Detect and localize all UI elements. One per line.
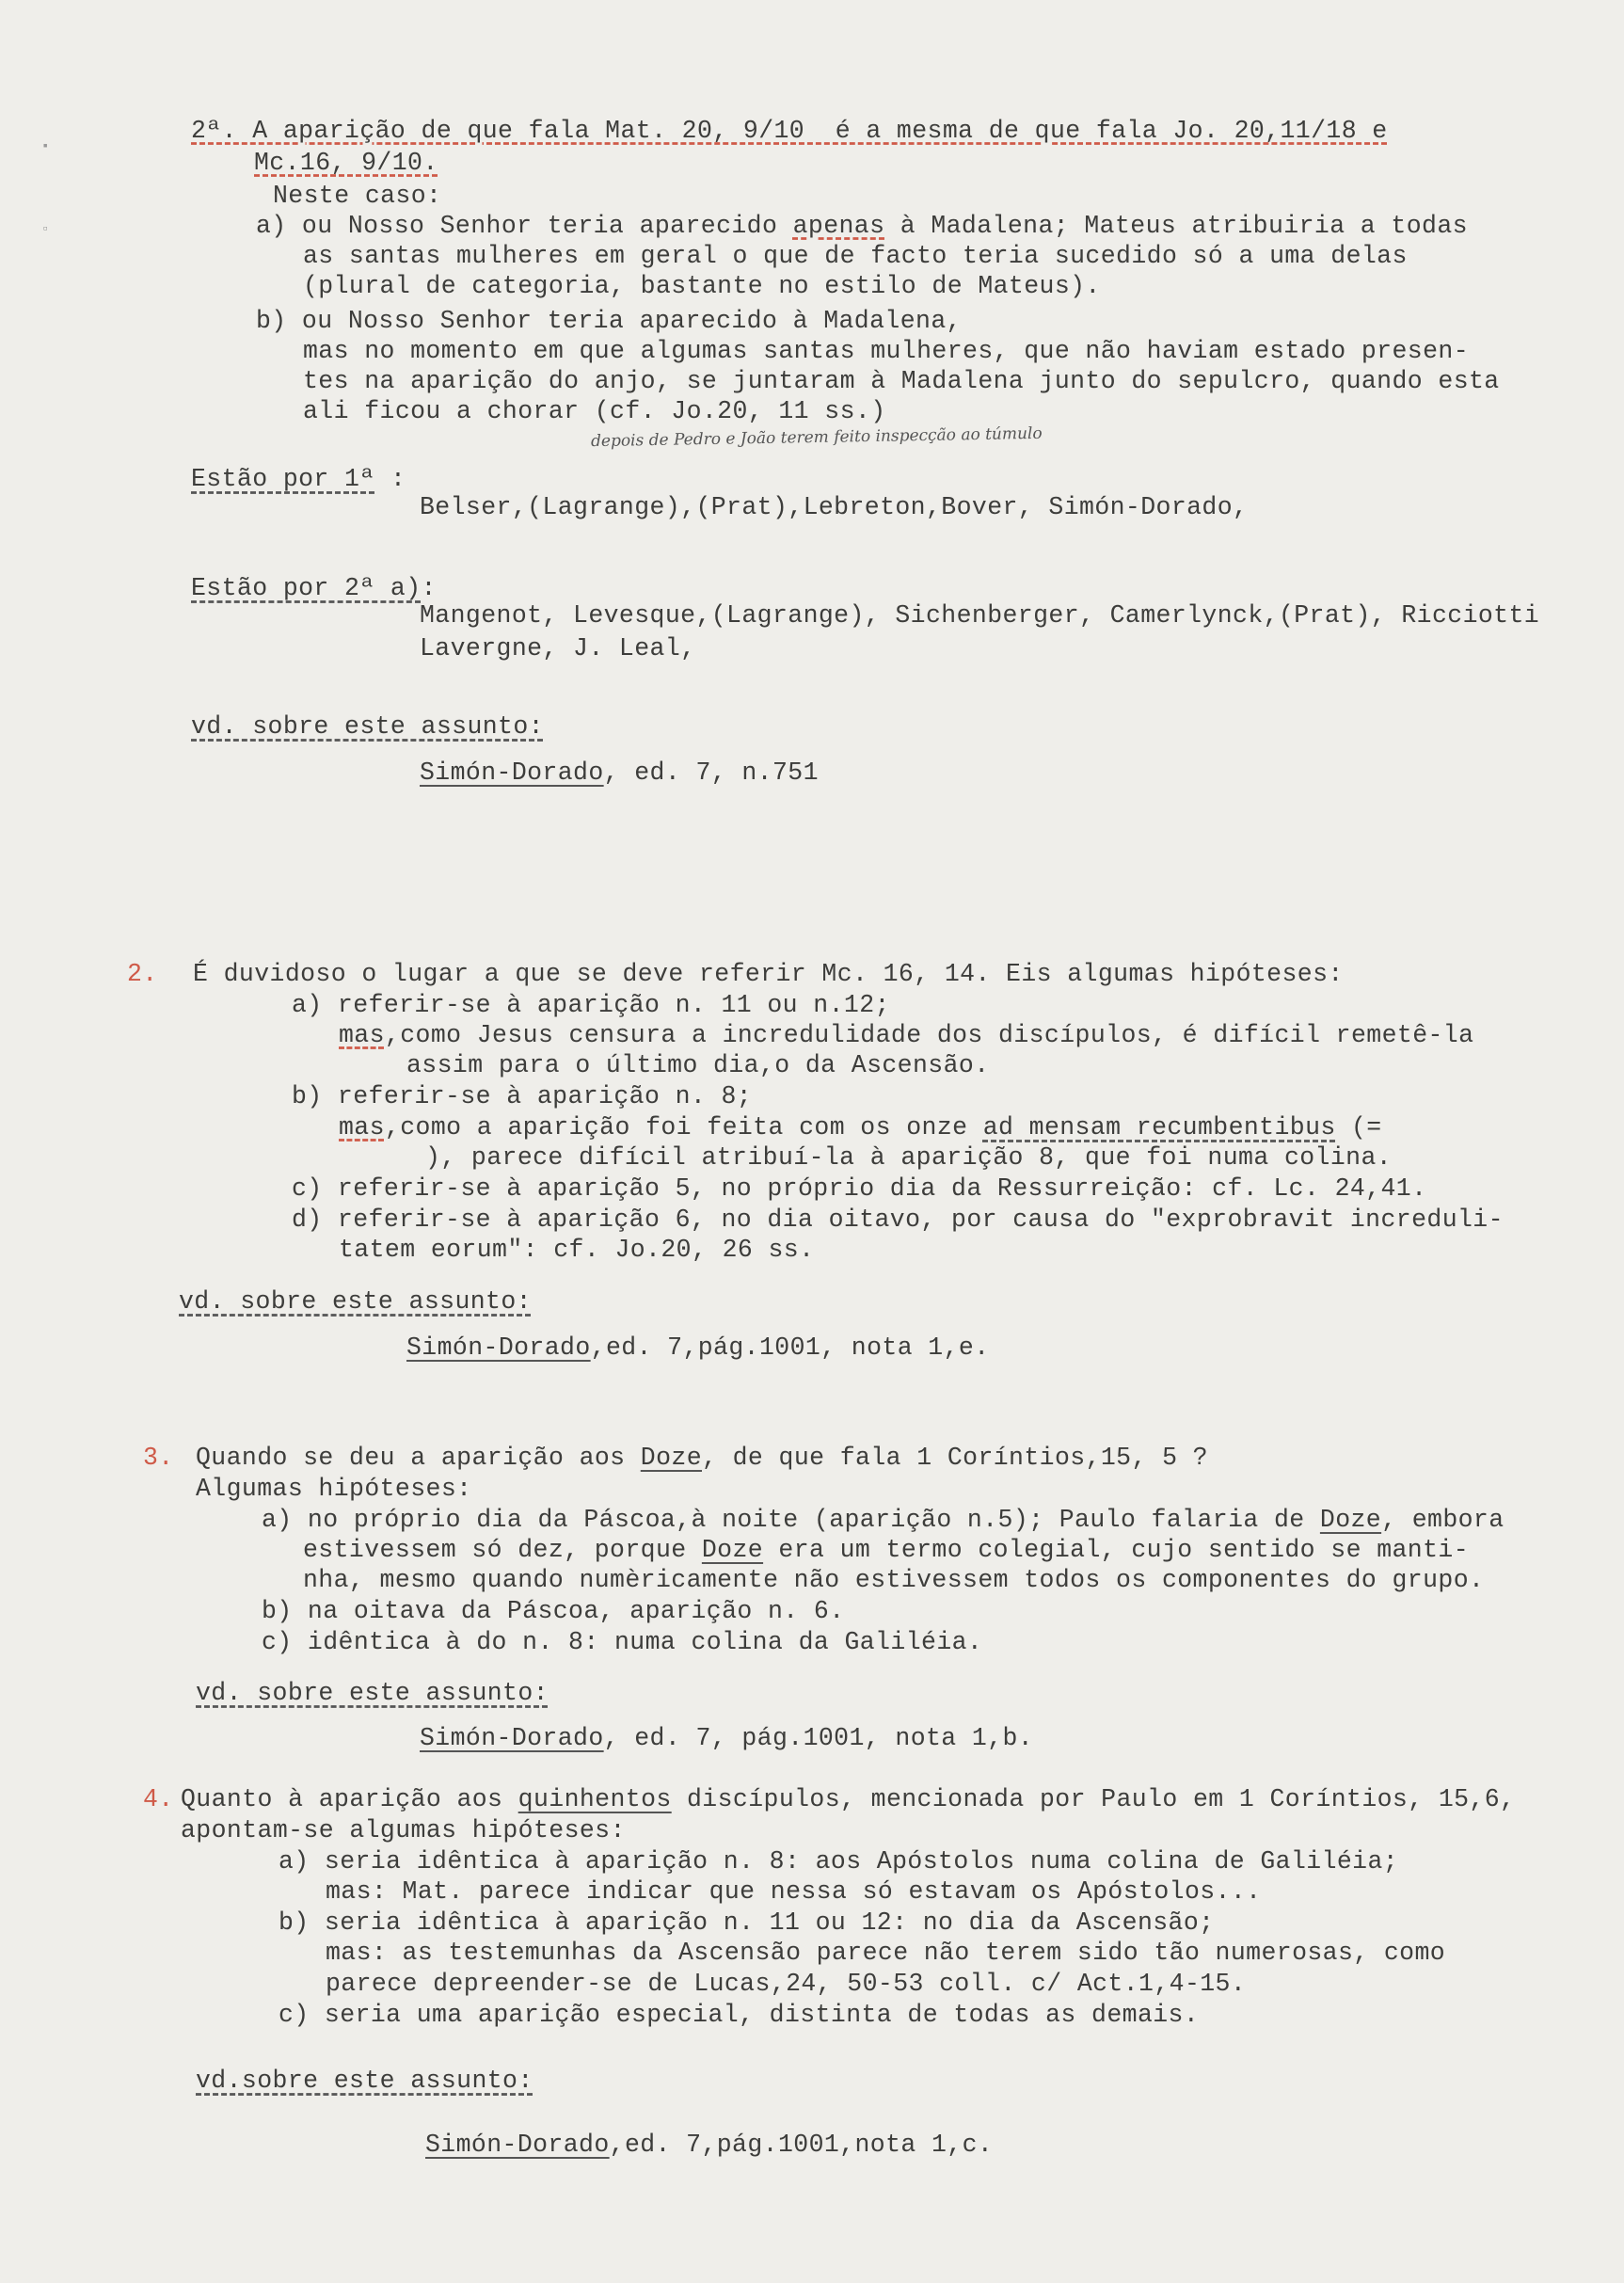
estao-por-2a: Estão por 2ª a):	[191, 574, 437, 602]
sec2a-line1: 2ª. A aparição de que fala Mat. 20, 9/10 é a mesma de que fala Jo. 20,11/18 e	[191, 117, 1388, 145]
sec4-number: 4.	[143, 1785, 174, 1813]
sec2-a-line1: a) referir-se à aparição n. 11 ou n.12;	[292, 991, 890, 1019]
sec2a-vd-ref: Simón-Dorado, ed. 7, n.751	[420, 758, 819, 787]
sec2a-b-line2: mas no momento em que algumas santas mulheres, que não haviam estado presen-	[303, 337, 1469, 365]
sec3-b-line1: b) na oitava da Páscoa, aparição n. 6.	[262, 1597, 845, 1625]
sec2-intro: É duvidoso o lugar a que se deve referir Mc. 16, 14. Eis algumas hipóteses:	[193, 960, 1344, 988]
sec3-hyp: Algumas hipóteses:	[196, 1475, 472, 1503]
sec3-vd-label: vd. sobre este assunto:	[196, 1679, 549, 1707]
sec3-intro: Quando se deu a aparição aos Doze, de que fala 1 Coríntios,15, 5 ?	[196, 1444, 1208, 1472]
sec2-number: 2.	[127, 960, 158, 988]
sec4-b-line1: b) seria idêntica à aparição n. 11 ou 12: no dia da Ascensão;	[279, 1908, 1215, 1937]
emphasis-doze-2: Doze	[1319, 1506, 1382, 1534]
sec2-vd-ref: Simón-Dorado,ed. 7,pág.1001, nota 1,e.	[406, 1333, 990, 1362]
sec2-a-line2: mas,como Jesus censura a incredulidade dos discípulos, é difícil remetê-la	[339, 1021, 1474, 1049]
sec4-vd-label: vd.sobre este assunto:	[196, 2067, 533, 2095]
margin-mark-1: ▪	[41, 139, 50, 154]
emphasis-doze: Doze	[640, 1444, 702, 1472]
sec4-b-line3: parece depreender-se de Lucas,24, 50-53 coll. c/ Act.1,4-15.	[326, 1970, 1247, 1998]
sec2a-a-line1: a) ou Nosso Senhor teria aparecido apenas à Madalena; Mateus atribuiria a todas	[256, 212, 1468, 240]
estao-por-2a-names1: Mangenot, Levesque,(Lagrange), Sichenberger, Camerlynck,(Prat), Ricciotti	[420, 601, 1540, 630]
sec2a-a-line3: (plural de categoria, bastante no estilo de Mateus).	[303, 272, 1101, 300]
sec2-c-line1: c) referir-se à aparição 5, no próprio dia da Ressurreição: cf. Lc. 24,41.	[292, 1174, 1427, 1203]
sec2-b-line1: b) referir-se à aparição n. 8;	[292, 1082, 753, 1110]
sec2a-vd-label: vd. sobre este assunto:	[191, 712, 544, 741]
sec2a-neste-caso: Neste caso:	[273, 182, 442, 210]
sec2a-b-line4: ali ficou a chorar (cf. Jo.20, 11 ss.)	[303, 397, 886, 425]
sec2a-a-line2: as santas mulheres em geral o que de facto teria sucedido só a uma delas	[303, 242, 1408, 270]
sec4-vd-ref: Simón-Dorado,ed. 7,pág.1001,nota 1,c.	[425, 2131, 994, 2159]
sec2-vd-label: vd. sobre este assunto:	[179, 1287, 532, 1316]
estao-por-1a: Estão por 1ª :	[191, 465, 406, 493]
sec2-d-line2: tatem eorum": cf. Jo.20, 26 ss.	[339, 1236, 815, 1264]
emphasis-mas-2: mas	[339, 1113, 385, 1142]
margin-mark-2: ▫	[41, 222, 50, 237]
sec4-intro2: apontam-se algumas hipóteses:	[181, 1816, 626, 1844]
sec4-c-line1: c) seria uma aparição especial, distinta de todas as demais.	[279, 2001, 1200, 2029]
estao-por-1a-names: Belser,(Lagrange),(Prat),Lebreton,Bover, Simón-Dorado,	[420, 493, 1249, 521]
sec3-a-line3: nha, mesmo quando numèricamente não estivessem todos os componentes do grupo.	[303, 1566, 1485, 1594]
emphasis-quinhentos: quinhentos	[517, 1785, 672, 1813]
sec4-a-line1: a) seria idêntica à aparição n. 8: aos Apóstolos numa colina de Galiléia;	[279, 1847, 1399, 1876]
emphasis-doze-3: Doze	[701, 1536, 764, 1564]
sec3-a-line2: estivessem só dez, porque Doze era um termo colegial, cujo sentido se manti-	[303, 1536, 1470, 1564]
sec2-b-line3: ), parece difícil atribuí-la à aparição 8, que foi numa colina.	[425, 1143, 1393, 1172]
latin-phrase: ad mensam recumbentibus	[982, 1113, 1336, 1142]
sec2-b-line2: mas,como a aparição foi feita com os onze ad mensam recumbentibus (=	[339, 1113, 1382, 1142]
sec3-vd-ref: Simón-Dorado, ed. 7, pág.1001, nota 1,b.	[420, 1724, 1034, 1752]
sec4-a-line2: mas: Mat. parece indicar que nessa só estavam os Apóstolos...	[326, 1877, 1262, 1906]
sec2-a-line3: assim para o último dia,o da Ascensão.	[406, 1051, 990, 1079]
sec4-intro: Quanto à aparição aos quinhentos discípulos, mencionada por Paulo em 1 Coríntios, 15,6,	[181, 1785, 1516, 1813]
sec4-b-line2: mas: as testemunhas da Ascensão parece não terem sido tão numerosas, como	[326, 1939, 1446, 1967]
sec2a-b-line3: tes na aparição do anjo, se juntaram à Madalena junto do sepulcro, quando esta	[303, 367, 1500, 395]
emphasis-apenas: apenas	[792, 212, 885, 240]
sec3-a-line1: a) no próprio dia da Páscoa,à noite (aparição n.5); Paulo falaria de Doze, embora	[262, 1506, 1505, 1534]
handwritten-note: depois de Pedro e João terem feito inspecção ao túmulo	[590, 423, 1043, 452]
sec2a-line2: Mc.16, 9/10.	[254, 149, 438, 177]
emphasis-mas: mas	[339, 1021, 385, 1049]
estao-por-2a-names2: Lavergne, J. Leal,	[420, 634, 696, 663]
sec2a-b-line1: b) ou Nosso Senhor teria aparecido à Madalena,	[256, 307, 962, 335]
sec3-c-line1: c) idêntica à do n. 8: numa colina da Galiléia.	[262, 1628, 983, 1656]
sec2-d-line1: d) referir-se à aparição 6, no dia oitavo, por causa do "exprobravit increduli-	[292, 1205, 1504, 1234]
sec3-number: 3.	[143, 1444, 174, 1472]
